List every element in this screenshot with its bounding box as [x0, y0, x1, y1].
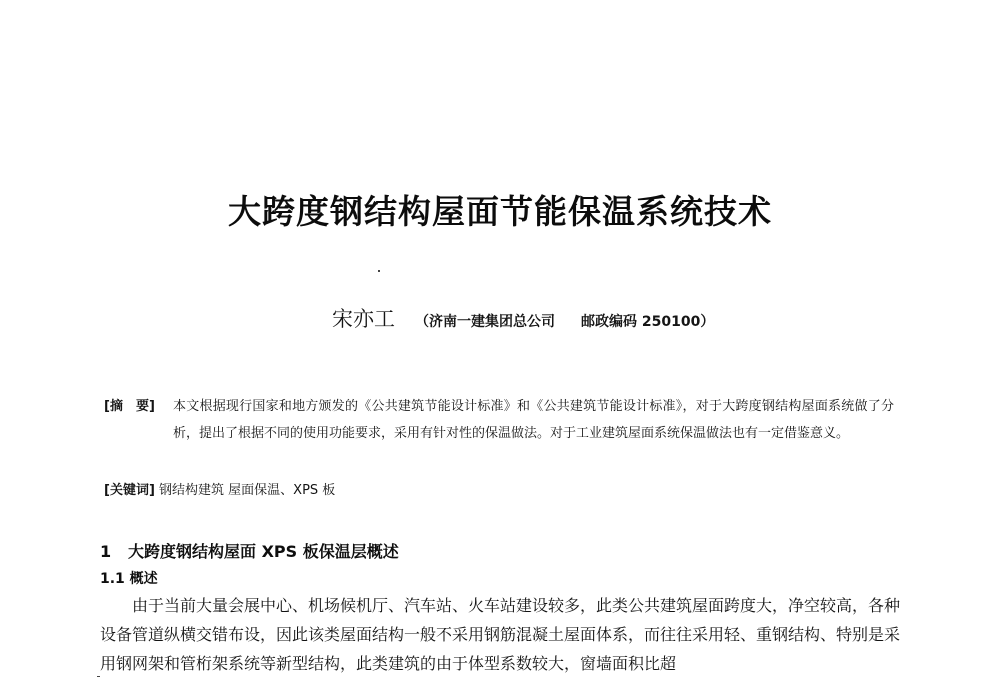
abstract-label: [摘 要] [104, 399, 155, 414]
keywords-block [104, 479, 335, 498]
section-number: 1 [100, 542, 112, 561]
affiliation-name: （济南一建集团总公司 [415, 314, 555, 330]
body-paragraph: 由于当前大量会展中心、机场候机厅、汽车站、火车站建设较多，此类公共建筑屋面跨度大，净空较高，各种设备管道纵横交错布设，因此该类屋面结构一般不采用钢筋混凝土屋面体系，而往往采用轻、重钢结构、特别是采用钢网架和管桁架系统等新型结构，此类建筑的由于体型系数较大，窗墙面积比超 [100, 596, 901, 673]
paper-title: 大跨度钢结构屋面节能保温系统技术 [228, 192, 772, 231]
author-name: 宋亦工 [332, 307, 395, 331]
scan-speck [97, 676, 100, 677]
postcode: 邮政编码 250100） [581, 314, 715, 330]
abstract-text: 本文根据现行国家和地方颁发的《公共建筑节能设计标准》和《公共建筑节能设计标准》，对于大跨度钢结构屋面系统做了分析，提出了根据不同的使用功能要求，采用有针对性的保温做法。对于工业建筑屋面系统保温做法也有一定借鉴意义。 [173, 399, 894, 441]
byline [332, 303, 714, 333]
abstract-block [104, 393, 904, 447]
body-text [100, 591, 900, 678]
author-affiliation [415, 314, 714, 330]
section-title: 大跨度钢结构屋面 XPS 板保温层概述 [128, 542, 399, 561]
keywords-label: [关键词] [104, 483, 155, 498]
keywords-text: 钢结构建筑 屋面保温、XPS 板 [159, 483, 336, 498]
subsection-heading: 1.1 概述 [100, 571, 158, 587]
scan-speck [378, 270, 380, 272]
section-heading [100, 539, 399, 562]
